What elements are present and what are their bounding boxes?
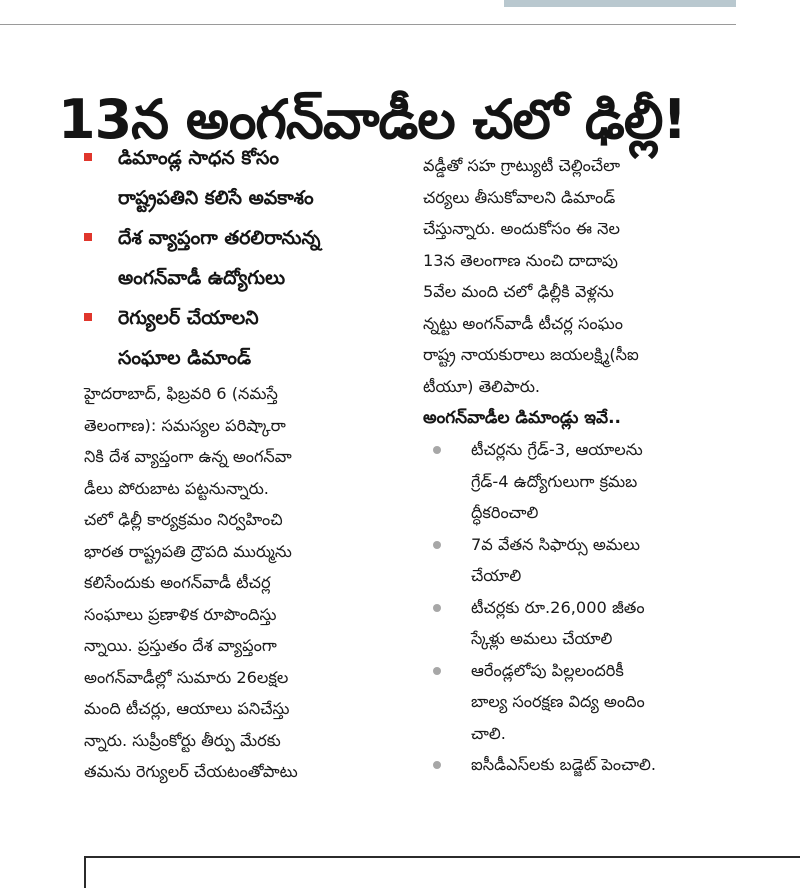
highlight-line: సంఘాల డిమాండ్	[118, 347, 252, 369]
demand-item	[423, 529, 763, 592]
demands-list	[423, 434, 763, 781]
text-line: చాలి.	[471, 723, 506, 743]
text-line: డీలు పోరుబాట పట్టనున్నారు.	[84, 478, 269, 498]
text-line: చలో ఢిల్లీ కార్యక్రమం నిర్వహించి	[84, 510, 283, 529]
highlight-line: అంగన్‌వాడీ ఉద్యోగులు	[118, 267, 286, 289]
highlight-line: రాష్ట్రపతిని కలిసే అవకాశం	[118, 187, 314, 209]
text-line: ఐసీడీఎస్‌లకు బడ్జెట్ పెంచాలి.	[471, 755, 656, 774]
text-line: హైదరాబాద్, ఫిబ్రవరి 6 (నమస్తే	[84, 384, 278, 403]
text-line: స్కేళ్లు అమలు చేయాలి	[471, 629, 613, 648]
grey-bullet-icon	[433, 446, 441, 454]
highlights-list	[84, 138, 414, 378]
top-rule	[0, 24, 736, 25]
highlight-line: డిమాండ్ల సాధన కోసం	[118, 147, 279, 169]
text-line: న్నాయి. ప్రస్తుతం దేశ వ్యాప్తంగా	[84, 636, 277, 655]
grey-bullet-icon	[433, 667, 441, 675]
continuation-paragraph	[423, 150, 763, 402]
text-line: 5వేల మంది చలో ఢిల్లీకి వెళ్లను	[423, 282, 614, 301]
right-column	[423, 150, 763, 781]
text-line: గ్రేడ్-4 ఉద్యోగులుగా క్రమబ	[471, 471, 638, 491]
text-line: ద్ధీకరించాలి	[471, 503, 539, 522]
text-line: ఆరేండ్లలోపు పిల్లలందరికీ	[471, 660, 624, 680]
text-line: నికి దేశ వ్యాప్తంగా ఉన్న అంగన్‌వా	[84, 447, 292, 466]
red-bullet-icon	[84, 313, 92, 321]
text-line: అంగన్‌వాడీల్లో సుమారు 26లక్షల	[84, 667, 289, 687]
text-line: చేయాలి	[471, 566, 522, 585]
red-bullet-icon	[84, 233, 92, 241]
text-line: న్నారు. సుప్రీంకోర్టు తీర్పు మేరకు	[84, 730, 281, 750]
top-corner-bar	[504, 0, 736, 7]
text-line: బాల్య సంరక్షణ విద్య అందిం	[471, 692, 645, 711]
headline: 13న అంగన్‌వాడీల చలో ఢిల్లీ!	[58, 88, 687, 152]
lead-paragraph	[84, 378, 414, 788]
text-line: టీయూ) తెలిపారు.	[423, 376, 541, 396]
demand-item	[423, 434, 763, 529]
text-line: కలిసేందుకు అంగన్‌వాడీ టీచర్ల	[84, 573, 271, 592]
highlight-line: రెగ్యులర్ చేయాలని	[118, 307, 259, 329]
demand-item	[423, 655, 763, 750]
highlight-line: దేశ వ్యాప్తంగా తరలిరానున్న	[118, 227, 321, 249]
text-line: తమను రెగ్యులర్ చేయటంతోపాటు	[84, 762, 298, 781]
text-line: చర్యలు తీసుకోవాలని డిమాండ్	[423, 187, 616, 207]
red-bullet-icon	[84, 153, 92, 161]
text-line: రాష్ట్ర నాయకురాలు జయలక్ష్మి(సీఐ	[423, 345, 639, 364]
text-line: మంది టీచర్లు, ఆయాలు పనిచేస్తు	[84, 699, 290, 718]
demand-item	[423, 749, 763, 781]
text-line: సంఘాలు ప్రణాళిక రూపొందిస్తు	[84, 604, 277, 624]
text-line: వడ్డీతో సహ గ్రాట్యుటీ చెల్లించేలా	[423, 156, 621, 175]
left-column	[84, 138, 414, 788]
highlight-item	[84, 138, 414, 218]
highlight-item	[84, 298, 414, 378]
demands-heading: అంగన్‌వాడీల డిమాండ్లు ఇవే..	[423, 408, 621, 428]
demand-item	[423, 592, 763, 655]
grey-bullet-icon	[433, 541, 441, 549]
text-line: భారత రాష్ట్రపతి ద్రౌపది ముర్మును	[84, 541, 292, 561]
text-line: చేస్తున్నారు. అందుకోసం ఈ నెల	[423, 219, 620, 238]
bottom-box-border	[84, 856, 800, 888]
text-line: టీచర్లను గ్రేడ్-3, ఆయాలను	[471, 440, 643, 459]
text-line: 13న తెలంగాణ నుంచి దాదాపు	[423, 250, 618, 270]
grey-bullet-icon	[433, 761, 441, 769]
highlight-item	[84, 218, 414, 298]
text-line: తెలంగాణ): సమస్యల పరిష్కారా	[84, 415, 286, 435]
grey-bullet-icon	[433, 604, 441, 612]
text-line: న్నట్టు అంగన్‌వాడీ టీచర్ల సంఘం	[423, 313, 623, 333]
text-line: టీచర్లకు రూ.26,000 జీతం	[471, 597, 645, 617]
text-line: 7వ వేతన సిఫార్సు అమలు	[471, 534, 640, 554]
